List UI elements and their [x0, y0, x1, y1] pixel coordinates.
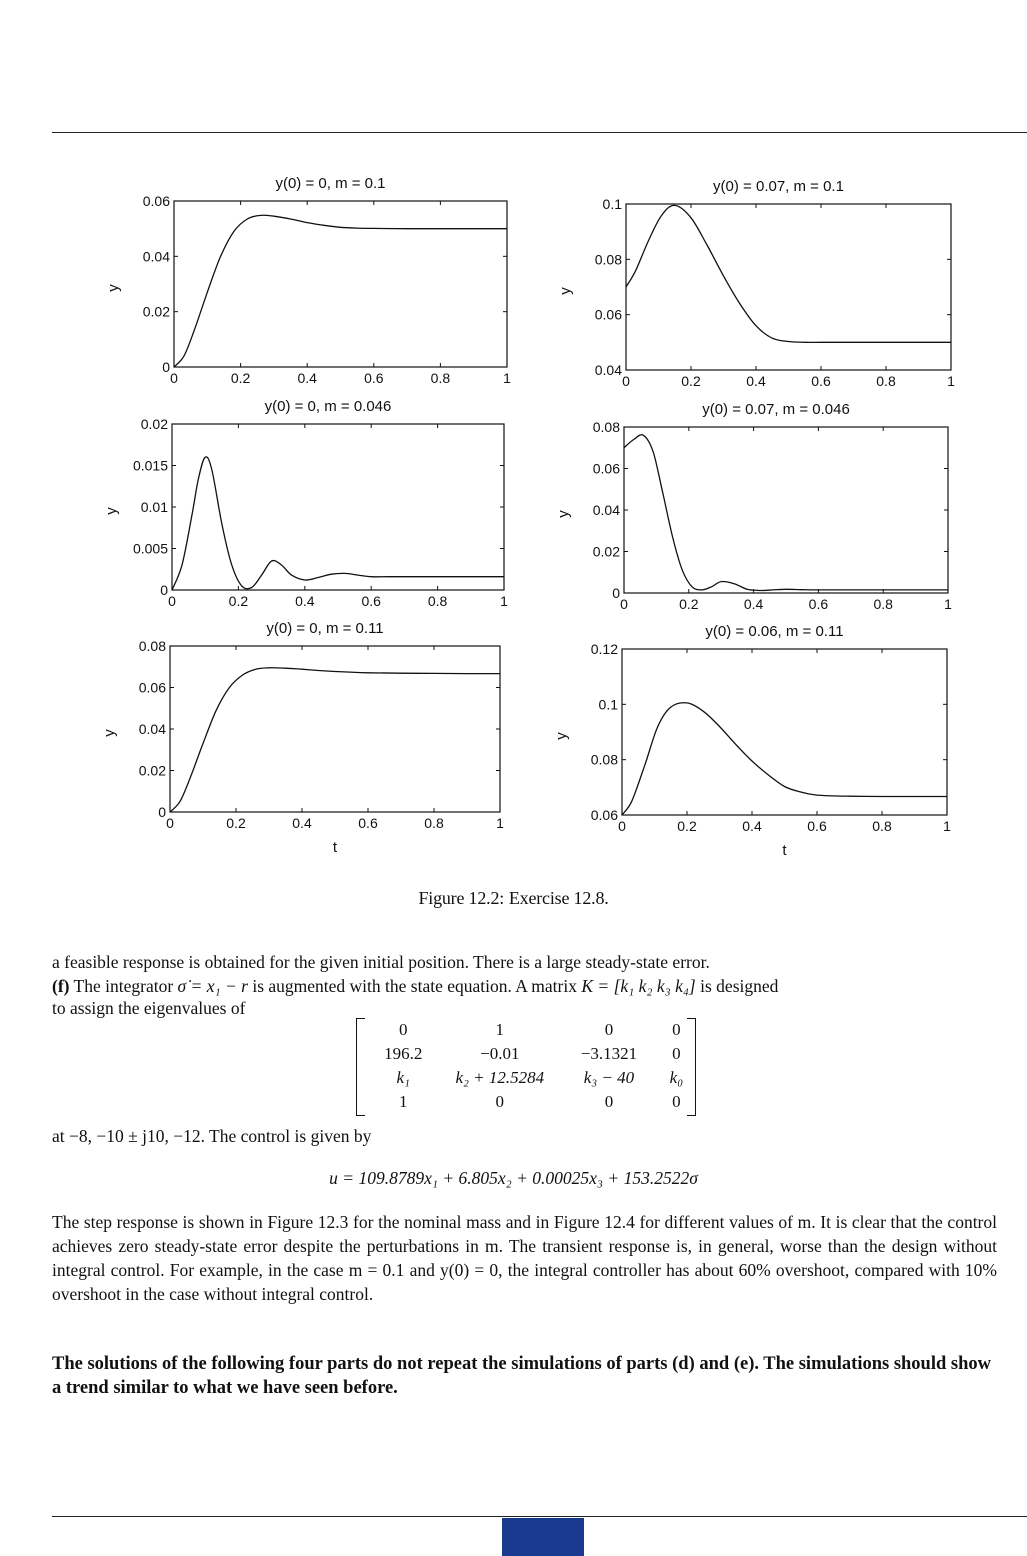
series-line — [174, 215, 507, 367]
x-tick-label: 0.8 — [427, 593, 448, 609]
matrix-table — [368, 1018, 696, 1114]
x-axis-label: t — [782, 842, 787, 859]
caption-label: Figure 12.2: — [418, 888, 505, 908]
paragraph-5 — [52, 1210, 997, 1306]
plot-frame — [622, 649, 947, 815]
x-tick-label: 1 — [503, 370, 511, 386]
bold-note-text: The solutions of the following four parts do not repeat the simulations of parts (d) and (e). The simulations should show a trend similar to what we have seen before. — [52, 1354, 992, 1398]
matrix-cell: k₀ — [669, 1068, 684, 1087]
matrix-row — [368, 1090, 696, 1114]
p2-b: is augmented with the state equation. A matrix — [252, 976, 577, 996]
plot-title: y(0) = 0.07, m = 0.046 — [702, 401, 850, 418]
matrix-cell: 1 — [495, 1020, 505, 1039]
plot-title: y(0) = 0, m = 0.11 — [266, 620, 384, 637]
y-tick-label: 0.04 — [138, 721, 166, 737]
plot-frame — [172, 424, 504, 590]
p2-sigma: σ̇ = x₁ − r — [177, 976, 248, 996]
y-axis-label: y — [553, 732, 570, 740]
paragraph-3-text: to assign the eigenvalues of — [52, 998, 246, 1018]
x-tick-label: 0.2 — [681, 373, 701, 389]
matrix-left-bracket — [356, 1018, 365, 1116]
control-equation — [0, 1168, 1027, 1189]
y-tick-label: 0.04 — [592, 502, 620, 518]
y-tick-label: 0.04 — [594, 362, 622, 378]
matrix-cell: 0 — [672, 1044, 681, 1063]
matrix-cell: 1 — [398, 1092, 408, 1111]
matrix-cell: 0 — [604, 1020, 614, 1039]
y-tick-label: 0.02 — [592, 543, 620, 560]
matrix-cell: 0 — [604, 1092, 614, 1111]
plot-title: y(0) = 0.07, m = 0.1 — [713, 178, 844, 195]
matrix-cell: 0 — [672, 1092, 681, 1111]
x-tick-label: 0 — [166, 815, 174, 831]
y-tick-label: 0.12 — [590, 641, 618, 657]
series-line — [622, 703, 947, 815]
y-tick-label: 0.1 — [598, 696, 618, 713]
x-tick-label: 0.2 — [230, 370, 251, 386]
x-tick-label: 0.2 — [679, 596, 699, 612]
x-tick-label: 0.6 — [361, 593, 381, 609]
y-tick-label: 0 — [612, 585, 620, 601]
y-axis-label: y — [555, 510, 572, 518]
x-tick-label: 1 — [500, 593, 508, 609]
y-tick-label: 0 — [158, 804, 166, 820]
x-axis-label: t — [332, 839, 338, 856]
x-tick-label: 0.6 — [358, 815, 378, 831]
x-tick-label: 0.8 — [873, 596, 893, 612]
part-label-f: (f) — [52, 976, 70, 996]
y-tick-label: 0.02 — [138, 762, 166, 779]
series-line — [172, 457, 504, 590]
matrix-cell: k₂ + 12.5284 — [455, 1068, 545, 1087]
y-tick-label: 0.04 — [142, 248, 170, 265]
y-axis-label: y — [103, 507, 120, 515]
x-tick-label: 0 — [618, 818, 626, 834]
figure-caption — [0, 888, 1027, 909]
y-axis-label: y — [105, 284, 122, 292]
y-tick-label: 0.06 — [142, 193, 170, 209]
x-tick-label: 0.6 — [808, 596, 829, 612]
y-tick-label: 0.06 — [590, 807, 618, 823]
y-axis-label: y — [101, 729, 118, 737]
bottom-rule — [52, 1516, 1027, 1517]
matrix-cell: −0.01 — [480, 1044, 520, 1063]
y-tick-label: 0.08 — [138, 638, 166, 654]
plot-frame — [624, 427, 948, 593]
plot-title: y(0) = 0, m = 0.046 — [264, 398, 392, 415]
matrix-cell: 196.2 — [384, 1044, 423, 1063]
x-tick-label: 0.4 — [743, 596, 764, 612]
x-tick-label: 0.2 — [677, 818, 697, 834]
x-tick-label: 0.4 — [742, 818, 762, 834]
x-tick-label: 1 — [944, 596, 952, 612]
y-tick-label: 0.01 — [140, 499, 168, 515]
matrix-cell: 0 — [398, 1020, 408, 1039]
x-tick-label: 0.4 — [295, 593, 315, 609]
x-tick-label: 0.2 — [226, 815, 246, 831]
paragraph-4-text: at −8, −10 ± j10, −12. The control is given by — [52, 1126, 372, 1146]
y-tick-label: 0.08 — [592, 419, 620, 435]
y-tick-label: 0.06 — [594, 306, 622, 323]
x-tick-label: 0.4 — [292, 815, 312, 831]
matrix-cell: k₃ − 40 — [583, 1068, 635, 1087]
y-tick-label: 0.08 — [590, 751, 618, 768]
series-line — [170, 668, 500, 812]
x-tick-label: 0.8 — [430, 370, 451, 386]
series-line — [624, 435, 948, 591]
x-tick-label: 0.8 — [872, 818, 892, 834]
y-tick-label: 0.06 — [138, 679, 166, 696]
paragraph-2 — [52, 974, 997, 998]
p2-c: is designed — [700, 976, 779, 996]
paragraph-5-text: The step response is shown in Figure 12.3 for the nominal mass and in Figure 12.4 for different values of m. It is clear that the control achieves zero steady-state error despite the perturbations in m. The transient response is, in general, worse than the design without integral control. For example, in the case m = 0.1 and y(0) = 0, the integral controller has about 60% overshoot, compared with 10% overshoot in the case without integral control. — [52, 1212, 997, 1304]
x-tick-label: 0 — [168, 593, 176, 609]
matrix-cell: 0 — [495, 1092, 505, 1111]
x-tick-label: 0 — [622, 373, 630, 389]
matrix-row — [368, 1066, 696, 1090]
y-tick-label: 0.08 — [594, 251, 622, 268]
x-tick-label: 0.4 — [746, 373, 766, 389]
matrix-cell: −3.1321 — [580, 1044, 638, 1063]
x-tick-label: 0.6 — [811, 373, 831, 389]
p2-a: The integrator — [73, 976, 174, 996]
paragraph-4 — [52, 1124, 997, 1148]
paragraph-1 — [52, 950, 997, 974]
x-tick-label: 0.4 — [297, 370, 317, 386]
matrix-row — [368, 1018, 696, 1042]
footer-page-marker — [502, 1518, 584, 1556]
plot-frame — [626, 204, 951, 370]
x-tick-label: 0 — [620, 596, 628, 612]
x-tick-label: 0.6 — [807, 818, 827, 834]
y-tick-label: 0.005 — [132, 540, 168, 557]
y-axis-label: y — [557, 287, 574, 295]
x-tick-label: 1 — [947, 373, 955, 389]
y-tick-label: 0.02 — [140, 416, 168, 432]
matrix-cell: 0 — [672, 1020, 681, 1039]
control-equation-text: u = 109.8789x₁ + 6.805x₂ + 0.00025x₃ + 153.2522σ — [329, 1168, 698, 1188]
eigen-matrix — [356, 1018, 696, 1116]
y-tick-label: 0.06 — [592, 460, 620, 477]
x-tick-label: 0.8 — [424, 815, 444, 831]
y-tick-label: 0.1 — [602, 196, 622, 212]
x-tick-label: 0.2 — [228, 593, 249, 609]
x-tick-label: 0 — [170, 370, 178, 386]
x-tick-label: 0.6 — [364, 370, 384, 386]
series-line — [626, 205, 951, 342]
matrix-row — [368, 1042, 696, 1066]
x-tick-label: 0.8 — [876, 373, 896, 389]
paragraph-1-text: a feasible response is obtained for the given initial position. There is a large steady-state error. — [52, 952, 710, 972]
plot-title: y(0) = 0.06, m = 0.11 — [705, 623, 844, 640]
plot-title: y(0) = 0, m = 0.1 — [275, 175, 386, 192]
paragraph-3 — [52, 996, 997, 1020]
y-tick-label: 0 — [162, 359, 170, 375]
matrix-cell: k₁ — [396, 1068, 410, 1087]
plot-frame — [174, 201, 507, 367]
bold-note — [52, 1352, 1002, 1400]
x-tick-label: 1 — [496, 815, 504, 831]
caption-text: Exercise 12.8. — [508, 888, 609, 908]
y-tick-label: 0.015 — [132, 457, 168, 474]
y-tick-label: 0.02 — [142, 303, 170, 320]
p2-K: K = [k₁ k₂ k₃ k₄] — [581, 976, 696, 996]
x-tick-label: 1 — [943, 818, 951, 834]
y-tick-label: 0 — [160, 582, 168, 598]
